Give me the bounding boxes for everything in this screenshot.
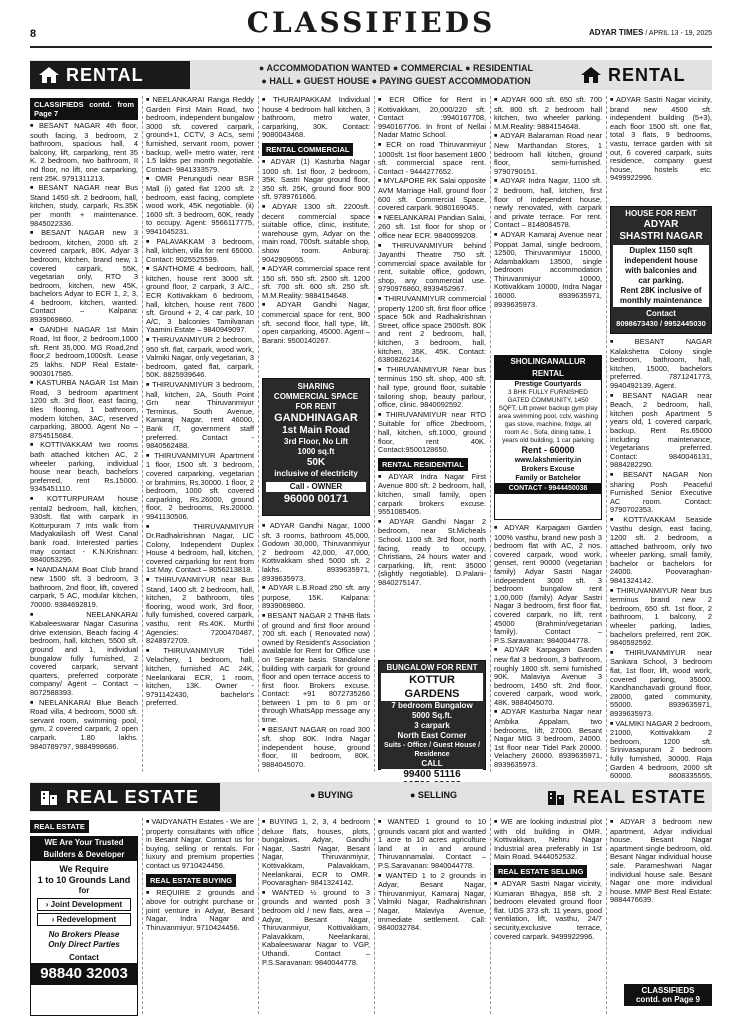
ad-line: Contact <box>69 953 99 962</box>
ad-line: CONTACT - 9944450038 <box>495 483 601 494</box>
classified-listing: ■ THIRUVANMIYUR commercial property 1200 sft. first floor office space 50k and Radhakrishnan Street, office space 2500sft. 80K and rent 2 bedroom, hall, kitchen, 3 bedroom, hall, kitchen, 35K, 45K. Contact: 6380826214. <box>378 295 486 365</box>
column-divider <box>490 96 491 772</box>
classified-listing: ■ WANTED ½ ground to 3 grounds and wanted posh 3 bedroom old / new flats, area – Adyar, Besant Nagar, Thiruvanmiyur, Kottivakkam, Palavakkam, Neelankarai, Kabaleeswarar Nagar to VGP, Uthandi. Contact – P.S.Saravanan: 9840044778. <box>262 889 370 967</box>
classified-listing: ■ BESANT NAGAR Kalakshetra Colony single bedroom, bathroom, hall, kitchen, 15000, bachelors preferred. 7871241773, 9940492139. Agent. <box>610 338 712 391</box>
rental-column-1 <box>30 96 138 772</box>
column-divider <box>142 96 143 772</box>
classified-listing: ■ ADYAR Kasturba Nagar near Ambika Appalam, two bedrooms, lift, 27000. Besant Nagar MIG 3 bedroom, 24000. 1st floor near Tidel Park 20000. Velachery 26000. 8939635971, 8939635973. <box>494 708 602 769</box>
ad-line: 3 BHK FULLY FURNISHED GATED COMMUNITY, 1450 SQFT, Lift power backup gym play area swimming pool, cctv, washing gas stove, machine, fridge, all room Ac , Sofa, dining table, 1 years old building, 1 car parking <box>498 389 598 444</box>
classified-listing: ■ VAIDYANATH Estates - We are property consultants with office in Besant Nagar. Contact us for buying, selling or rentals. For luxury and premium properties contact us 9710424456. <box>146 818 254 871</box>
ad-line: www.lakshmierity.in <box>514 457 582 464</box>
classified-listing: ■ VALMIKI NAGAR 2 bedroom, 21000, Kottivakkam 2 bedroom, 1200 sft. Srinivasapuram 2 bedroom fully furnished, 30000. Raja Garden 4 bedroom, 2000 sft 60000. 8608335555, <box>610 720 712 790</box>
ad-line: Prestige Courtyards <box>514 381 582 388</box>
realestate-label <box>30 783 220 811</box>
building-icon <box>545 788 567 806</box>
classified-listing: ■ BESANT NAGAR 4th floor, south facing, 3 bedroom, 2 bathroom, spacious hall, 4 balcony, lift, carparking, rent 35 K. 2 bedroom, two bathroom, II nd floor, no lift, one carparking, rent 25K. 9791311213. <box>30 122 138 183</box>
classified-listing: ■ THIRUVANMIYUR Near bus terminus brand new 2 bedroom, 650 sft. 1st floor, 2 bathroom, 1 balcony, 2 wheeler parking, ladies, bachelors preferred, rent 20K. 9840592592. <box>610 587 712 648</box>
ad-line: ADYAR <box>643 219 679 230</box>
ad-line: inclusive of electricity <box>274 469 358 478</box>
header-rule <box>30 46 712 48</box>
house-icon <box>38 66 60 84</box>
page-header <box>30 6 712 46</box>
ad-line: FOR RENT <box>295 402 337 411</box>
realestate-column-5 <box>494 818 602 1014</box>
ad-line: car parking. <box>638 276 684 285</box>
ad-line: North East Corner <box>397 731 467 740</box>
ad-line: COMMERCIAL SPACE <box>273 392 359 401</box>
ad-line: CALL <box>421 759 443 768</box>
realestate-selling-subhead: REAL ESTATE SELLING <box>494 865 587 878</box>
realestate-label-right-text: REAL ESTATE <box>573 786 707 807</box>
ad-line: Contact <box>646 309 676 318</box>
ad-phone: 98840 32003 <box>31 963 137 985</box>
ad-line: No Brokers Please <box>48 930 120 939</box>
ad-line: 1st Main Road <box>282 425 350 436</box>
classified-listing: ■ ADYAR Kamaraj Avenue near Poppat Jamal, single bedroom, 12500, Thiruvanmiyur 15000, Adambakkam 13500, single bedroom accommodation Thiruvanmiyur 10000, Kottivakkam 10000, Indra Nagar 16000. 8939635971, 8939635973. <box>494 231 602 309</box>
classified-listing: ■ ADYAR 600 sft. 650 sft. 700 sft. 800 sft. 2 bedroom hall kitchen, two wheeler parking. M.M.Reality: 9884154648. <box>494 96 602 131</box>
classified-listing: ■ ADYAR Indra Nagar, 1100 sft. 2 bedroom, hall, kitchen, first floor of independent house, newly renovated, with carpark and private terrace. For rent. Contact – 8148084578. <box>494 177 602 230</box>
classified-listing: ■ ADYAR (1) Kasturba Nagar 1000 sft. 1st floor, 2 bedroom, 35K. Sastri Nagar ground floor, 350 sft. 25K, ground floor 900 sft. 9789761666. <box>262 158 370 202</box>
sharing-commercial-ad <box>262 378 370 516</box>
column-divider <box>374 818 375 1014</box>
classified-listing: ■ BESANT NAGAR new 3 bedroom, kitchen, 2000 sft. 2 covered carpark, 80K. Adyar 3 bedroom, kitchen, brand new, 1 covered carpark, 55K, vegetarian only, RTO 3 bedroom, kitchen, new 45K, bachelors Adyar to ECR 1, 2, 3, 4 bedroom, kitchen, wanted. Contact – Kalpana: 8939069860. <box>30 229 138 325</box>
realestate-buying-tag: ● BUYING <box>310 790 353 800</box>
ad-line: Suits - Office / Guest House / Residence <box>383 742 481 758</box>
classified-listing: ■ OMR Perungudi near BSR Mall (i) gated flat 1200 sft. 2 bedroom, east facing, complete wood work, 45K negotiable. (ii) 1600 sft. 3 bedroom, 60K, ready to occupy. Agent: 9566117775, 9941045231. <box>146 175 254 236</box>
ad-line: Only Direct Parties <box>48 940 120 949</box>
trusted-builders-ad <box>30 836 138 1016</box>
classified-listing: ■ THIRUVANMIYUR near Sankara School, 3 bedroom flat, 1st floor, lift, wood work, covered parking, 35000. Kandhanchavadi ground floor, 28000, gated community, 55000. 8939635971, 8939635973. <box>610 649 712 719</box>
ad-line: 3rd Floor, No Lift <box>284 437 348 446</box>
classified-listing: ■ SANTHOME 4 bedroom, hall, kitchen, house rent 3000 sft. ground floor, 2 carpark, 3 A/C., ECR Kottivakkam 6 bedroom, hall, kitchen, house rent 7600 sft. Ground + 2, 4 car park, 10 A/C, 3 balconies Tamilvanan Yaamini Estate – 9840949097. <box>146 265 254 335</box>
ad-line: Duplex 1150 sqft <box>629 246 693 255</box>
rental-residential-subhead: RENTAL RESIDENTIAL <box>378 458 468 471</box>
classified-listing: ■ ADYAR Karpagam Garden new flat 3 bedroom, 3 bathroom, roughly 1800 sft. semi furnished 90K. Malaviya Avenue 3 bedroom, 1450 sft. 2nd floor, covered carpark, wood work, 48K. 9884045070. <box>494 646 602 707</box>
classified-listing: ■ NEELANKARAI Kabaleeswarar Nagar Casurina drive extension, Beach facing 4 bedroom, hall, kitchen, 5500 sft. ground and 1, individual bungalow fully furnished, 2 covered carpark, servant quarters, preferred corporate company/ Agent – Contact – 8072588393. <box>30 611 138 698</box>
ad-line: 1 to 10 Grounds Land <box>37 875 131 885</box>
classified-listing: ■ ADYAR Gandhi Nagar, commercial space for rent, 900 sft. second floor, hall type, lift, open carparking, 45000. Agent – Barani: 9500140267. <box>262 301 370 345</box>
page-title: CLASSIFIEDS <box>246 6 496 39</box>
column-divider <box>606 96 607 772</box>
column-divider <box>374 96 375 772</box>
column-divider <box>142 818 143 1014</box>
classified-listing: ■ ADYAR 3 bedroom new apartment, Adyar individual house. Besant Nagar apartment single bedroom, old. Besant Nagar individual house sale. Parameshwari Nagar individual house sale. Besant Nagar one more individual house. MMP Best Real Estate: 9884476639. <box>610 818 712 905</box>
ad-line: SHARING <box>297 382 335 391</box>
classified-listing: ■ WE are looking industrial plot with old building in OMR, Kottivakkam, Nehru Nagar Industrial area preferably in 1st Main Road. 9444052532. <box>494 818 602 862</box>
classified-listing: ■ NEELANKARAI Blue Beach Road villa, 4 bedroom, 5000 sft. servant room, swimming pool, gym, 2 covered carpark, 2 open carpark. 1.80 lakhs. 9840789797, 9884998686. <box>30 699 138 752</box>
rental-tags-line1: ● ACCOMMODATION WANTED ● COMMERCIAL ● RESIDENTIAL <box>258 63 534 73</box>
realestate-subhead: REAL ESTATE <box>30 820 89 833</box>
classified-listing: ■ WANTED 1 ground to 10 grounds vacant plot and wanted 1 acre to 10 acres agriculture land at in and around Thiruvannamalai. Contact – P.S.Saravanan: 9840044778. <box>378 818 486 871</box>
ad-line: 3 carpark <box>414 721 450 730</box>
ad-line: SHASTRI NAGAR <box>619 231 703 242</box>
page-number: 8 <box>30 28 37 40</box>
rental-column-3-bottom <box>262 522 370 772</box>
rental-label-text: RENTAL <box>66 64 144 85</box>
ad-line: 5000 Sq.ft. <box>411 711 452 720</box>
classified-listing: ■ THIRUVANMIYUR Near bus terminus 150 sft. shop, 400 sft. hall type, ground floor, suitable tailoring shop, beauty parlour, office, clinic. 9840092592. <box>378 366 486 410</box>
realestate-column-1-head <box>30 818 138 834</box>
ad-line: Rent - 60000 <box>521 445 575 455</box>
classified-listing: ■ NEELANKARAI Ranga Reddy Garden First Main Road, two bedroom, independent bungalow 3000 sft. covered carpark, ground+1, CCTV, 3 ACs, semi furnished, servant room, power backup, well+ metro water, rent 1.5 lakhs per month negotiable. Contact- 9841333579. <box>146 96 254 174</box>
classified-listing: ■ REQUIRE 2 grounds and above for outright purchase or joint venture in Adyar, Besant Nagar, Indra Nagar and Thiruvanmiyur. 9710424456. <box>146 889 254 933</box>
rental-section-band <box>30 60 712 90</box>
classified-listing: ■ BESANT NAGAR Non sharing Posh Peaceful Furnished Senior Executive AC room. Contact: 9790702353. <box>610 471 712 515</box>
ad-line: SHOLINGANALLUR RENTAL <box>495 356 601 380</box>
rental-tags <box>230 62 562 88</box>
classified-listing: ■ ECR Office for Rent in Kottivakkam, 20,000/220 sft. Contact :9940167708, 9940167706. In front of Nellai Nadar Matric School. <box>378 96 486 140</box>
ad-line: › Joint Development <box>37 898 131 911</box>
classified-listing: ■ BUYING 1, 2, 3, 4 bedroom deluxe flats, houses, plots, bungalows. Adyar, Gandhi Nagar, Sastri Nagar, Besant Nagar, Thiruvanmiyur, Kottivakkam, Palavakkam, Neelankarai, ECR to OMR. Poovaraghan- 9841324142. <box>262 818 370 888</box>
rental-column-6-top <box>610 96 712 202</box>
classified-listing: ■ THIRUVANMIYUR 2 bedroom, 950 sft. flat, carpark, wood work, Valmiki Nagar, only vegetarian, 3 bedroom, gated flat, carpark, 50K. 8825939646. <box>146 336 254 380</box>
ad-line: for <box>78 886 90 895</box>
classified-listing: ■ BESANT NAGAR on road 300 sft. shop 80K. Indra Nagar independent house, ground floor, III bedroom, 80K. 9884045070. <box>262 726 370 770</box>
classified-listing: ■ ADYAR Sastri Nagar vicinity, Kumaran Bhagya, 858 sft. 2 bedroom elevated ground floor flat. UDS 373 sft. 11 years, good ventilation, lift, vasthu, 24/7 security,exclusive terrace, covered carpark. 9499922996. <box>494 880 602 941</box>
column-divider <box>606 818 607 1014</box>
contd-on-page-footer: CLASSIFIEDS contd. on Page 9 <box>624 984 712 1006</box>
ad-phone: 99400 51116 <box>381 769 483 780</box>
ad-line: Builders & Developer <box>31 849 137 861</box>
rental-commercial-subhead: RENTAL COMMERCIAL <box>262 143 353 156</box>
ad-line: 50K <box>306 457 326 468</box>
sholinganallur-rental-ad <box>494 355 602 520</box>
ad-line: WE Are Your Trusted <box>31 837 137 849</box>
ad-line: monthly maintenance <box>619 296 703 305</box>
classified-listing: ■ GANDHI NAGAR 1st Main Road, Ist floor, 2 bedroom,1000 sft. Rent 35,000. MG Road,2nd floor,2 bedroom,1000sft. Lease 25 lakhs. NDP Real Estate- 9003017585. <box>30 326 138 379</box>
ad-phone: 8098673430 / 9952445030 <box>616 319 706 328</box>
ad-line: 1000 sq.ft <box>297 447 335 456</box>
classified-listing: ■ ADYAR Balaraman Road near New Marthandan Stores, 1 bedroom hall kitchen, ground floor, semi-furnished. 9790790151. <box>494 132 602 176</box>
paper-info: ADYAR TIMES / APRIL 13 - 19, 2025 <box>588 28 712 37</box>
rental-column-4 <box>378 96 486 656</box>
kottur-gardens-ad <box>378 660 486 780</box>
classified-listing: ■ ADYAR Gandhi Nagar, 1000 sft. 3 rooms, bathroom 45,000, Godown 30,000, Thiruvanmiyur 2 bedroom 42,000, 47,000, Kottivakkam shed 5000 sft. 2 lakhs. 8939635971, 8939635973. <box>262 522 370 583</box>
classified-listing: ■ KASTURBA NAGAR 1st Main Road, 3 bedroom apartment 1200 sft. 3rd floor, east facing, tiles flooring, 1 bathroom, modern kitchen, 3AC, reserved carparking, 38000. Agent No – 8754515684. <box>30 379 138 440</box>
classified-listing: ■ THIRUVANMIYUR near RTO Suitable for office 2bedroom, hall, kitchen, sft.1000, ground floor, rent 40K. Contact:9500128650. <box>378 411 486 455</box>
ad-line: We Require <box>59 864 109 874</box>
classified-listing: ■ ADYAR Sastri Nagar vicinity, brand new 4500 sft. independent building (5+3), each floor 1500 sft. one flat, total 3 flats, 9 bedrooms, vastu, terrace garden with sit out, 6 covered carpark, suits residence, company guest house, hostels etc. 9499922996. <box>610 96 712 183</box>
classified-listing: ■ BESANT NAGAR near Bus Stand 1450 sft. 2 bedroom, hall, kitchen, study, carpark, Rs.35K per month + maintenance. 9845022336. <box>30 184 138 228</box>
realestate-column-6 <box>610 818 712 978</box>
ad-line: with balconies and <box>625 266 697 275</box>
ad-line: Brokers Excuse <box>521 466 575 473</box>
classified-listing: ■ NEELANKARAI Pandian Salai, 260 sft. 1st floor for shop or office near ECR. 9840099208. <box>378 214 486 241</box>
ad-line: independent house <box>624 256 698 265</box>
classified-listing: ■ ADYAR 1300 sft. 2200sft. decent commercial space suitable office, clinic, institute, warehouse gym, Adyar on the main road, 700sft. suitable shop, show room. Anburaj: 9042909055. <box>262 203 370 264</box>
classified-listing: ■ ADYAR Indra Nagar First Avenue 800 sft. 2 bedroom, hall, kitchen, small family, open carpark brokers excuse. 9551085405. <box>378 473 486 517</box>
building-icon <box>38 788 60 806</box>
classified-listing: ■ KOTTURPURAM house rental2 bedroom, hall, kitchen, 930sft. flat with carpark in Kotturpuram 7 mts walk from Madyakailash off West Canal bank road. Interested parties may contact - K.N.Krishnan: 9840053295. <box>30 495 138 565</box>
classified-listing: ■ KOTTIVAKKAM Seaside Vasthu design, east facing, 1200 sft. 2 bedroom, a attached bathroom, only two wheeler parking, small family, bachelor or bachelors for 24000. Poovaraghan- 9841324142. <box>610 516 712 586</box>
realestate-column-4 <box>378 818 486 1014</box>
classified-listing: ■ THIRUVANMIYUR Dr.Radhakrishnan Nagar, LIC Colony, Independent Duplex House 4 bedroom, hall, kitchen, covered carparking for rent from 1st May. Contact – 8056213818. <box>146 523 254 576</box>
ad-line: › Redevelopment <box>37 913 131 926</box>
column-divider <box>490 818 491 1014</box>
realestate-column-2 <box>146 818 254 1014</box>
realestate-selling-tag: ● SELLING <box>410 790 457 800</box>
ad-line: BUNGALOW FOR RENT <box>386 663 478 672</box>
classified-listing: ■ ADYAR Karpagam Garden 100% vasthu, brand new posh 3 bedroom flat with AC, 2 nos. covered carpark, wood work, genset, rent 90000 (vegetarian family) Adyar Sastri Nagar independent 3000 sft. 3 bedroom bungalow rent 1,00,000 (family) Adyar Sastri Nagar 3 bedroom, first floor flat, covered carpark, no lift, rent 45000 (Brahmin/vegetarian family). Contact – P.S.Saravanan: 9840044778. <box>494 524 602 645</box>
realestate-label-text: REAL ESTATE <box>66 786 200 807</box>
classified-listing: ■ KOTTIVAKKAM two rooms bath attached kitchen AC, 2 wheeler parking, individual house near beach, bachelors preferred, rent Rs.15000. 9345451110. <box>30 441 138 494</box>
rental-label-right-text: RENTAL <box>608 64 686 85</box>
classified-listing: ■ THIRUVANMIYUR behind Jayanthi Theatre 750 sft. commercial space available for rent, suitable office, godown, shop, any commercial use. 9790976860, 8939452967. <box>378 242 486 295</box>
rental-label <box>30 61 190 89</box>
classified-listing: ■ THIRUVANMIYUR Tidel Velachery, 1 bedroom, hall, kitchen, furnished AC 24K, Neelankarai ECR, 1 room, kitchen, 13K. Owner - 9791142430, bachelor's preferred. <box>146 647 254 708</box>
rental-column-3-top <box>262 96 370 371</box>
ad-line: Family or Batchelor <box>515 475 581 482</box>
classified-listing: ■ PALAVAKKAM 3 bedroom, hall, kitchen, villa for rent 65000. Contact: 9025525599. <box>146 238 254 265</box>
classified-listing: ■ ECR on road Thiruvanmiyur 1000sft. 1st floor basement 1800 sft. commercial space rent. Contact - 9444277652. <box>378 141 486 176</box>
classified-listing: ■ THIRUVANMIYUR 3 bedroom, hall, kitchen, 2A, South Point Grn near Thiruvanmiyur Terminus, South Avenue, Kamaraj Nagar, rent 46000, Bank IT, government staff preferred. Contact - 9840562488. <box>146 381 254 451</box>
rental-column-5-top <box>494 96 602 350</box>
ad-phone: 96000 00171 <box>283 493 349 505</box>
classified-listing: ■ BESANT NAGAR near Beach, 2 bedroom, hall, kitchen posh Apartment 5 years old, 1 covered carpark, backup, Rent Rs.65000 including maintenance, Vegetarians preferred. Contact: 9840046131, 9884282290. <box>610 392 712 470</box>
classified-listing: ■ ADYAR commercial space rent 150 sft. 550 sft. 2500 sft. 1200 sft. 700 sft. 600 sft. 250 sft. M.M.Reality: 9884154648. <box>262 265 370 300</box>
rental-column-6-bottom <box>610 337 713 781</box>
rental-column-5-bottom <box>494 524 602 772</box>
rental-label-right <box>572 61 712 89</box>
realestate-label-right <box>537 783 712 811</box>
classified-listing: ■ ADYAR Gandhi Nagar 2 bedroom, near St.Micheals School. 1100 sft. 3rd floor, north facing, ready to occupy, Christians, 24 hours water and carparking, lift, rent: 35000 (slightly negotiable). D.Palani- 9840275147. <box>378 518 486 588</box>
ad-line: KOTTUR GARDENS <box>381 673 483 701</box>
classified-listing: ■ NANDANAM Boat Club brand new 1500 sft. 3 bedroom, 3 bathroom, 2nd floor, lift, covered carpark, 5 AC, modular kitchen, 70000. 9384692819. <box>30 566 138 610</box>
ad-line: HOUSE FOR RENT <box>625 209 697 218</box>
column-divider <box>258 96 259 772</box>
ad-line: GANDHINAGAR <box>274 412 358 424</box>
column-divider <box>258 818 259 1014</box>
classified-listing: ■ MYLAPORE RK Salai opposite AVM Marriage Hall, ground floor 600 sft. Commercial Space, covered carpark. 9080169045. <box>378 177 486 212</box>
paper-date: APRIL 13 - 19, 2025 <box>648 30 712 37</box>
rental-tags-line2: ● HALL ● GUEST HOUSE ● PAYING GUEST ACCOMMODATION <box>261 76 531 86</box>
realestate-buying-subhead: REAL ESTATE BUYING <box>146 874 236 887</box>
shastri-nagar-house-ad <box>610 206 712 334</box>
realestate-column-3 <box>262 818 370 1014</box>
ad-line: 7 bedroom Bungalow <box>391 701 473 710</box>
classified-listing: ■ ADYAR L.B.Road 250 sft. any purpose, 15K. Kalpana: 8939069860. <box>262 584 370 611</box>
ad-line: Rent 28K inclusive of <box>620 286 702 295</box>
classified-listing: ■ THURAIPAKKAM Individual house 4 bedroom hall kitchen, 3 bathroom, metro water, carparking, 30K. Contact: 9080043468. <box>262 96 370 140</box>
classified-listing: ■ WANTED 1 to 2 grounds in Adyar, Besant Nagar, Thiruvanmiyur, Kamaraj Nagar, Valmiki Nagar, Radhakrishnan Nagar, Malaviya Avenue, immediate settlement. Call: 9840032784. <box>378 872 486 933</box>
rental-column-2 <box>146 96 254 772</box>
classified-listing: ■ THIRUVANMIYUR near Bus Stand, 1400 sft. 2 bedroom, hall, kitchen, 2 bathroom, tiles flooring, wood work, 3rd floor, fully furnished, covered carpark, vasthu, rent Rs.40K. Murthi Agencies: 7200470487, 8248972709. <box>146 576 254 646</box>
contd-from-header: CLASSIFIEDS contd. from Page 7 <box>30 98 138 120</box>
classified-listing: ■ BESANT NAGAR 2 TNHB flats of ground and first floor around 700 sft. each ( Renovated now) owned by Resident's Association available for Rent for Office use on Separate basis. Standalone building with carpark for ground floor and open terrace access to first floor. Brokers excuse. Contact: +91 8072735266 between 1 pm to 6 pm or through WhatsApp message any time. <box>262 612 370 725</box>
classified-listing: ■ THIRUVANMIYUR Apartment 1 floor, 1500 sft. 3 bedroom, covered carparking, vegetarian or brahmins, Rs.30000. 1 floor, 2 bedroom, 1000 sft. covered carparking, Rs.26000, ground floor, 2 bedrooms, Rs.20000. 9941130506. <box>146 452 254 522</box>
realestate-section-band <box>30 782 712 812</box>
paper-name: ADYAR TIMES <box>588 28 644 37</box>
ad-line: Call - OWNER <box>266 482 366 492</box>
house-icon <box>580 66 602 84</box>
